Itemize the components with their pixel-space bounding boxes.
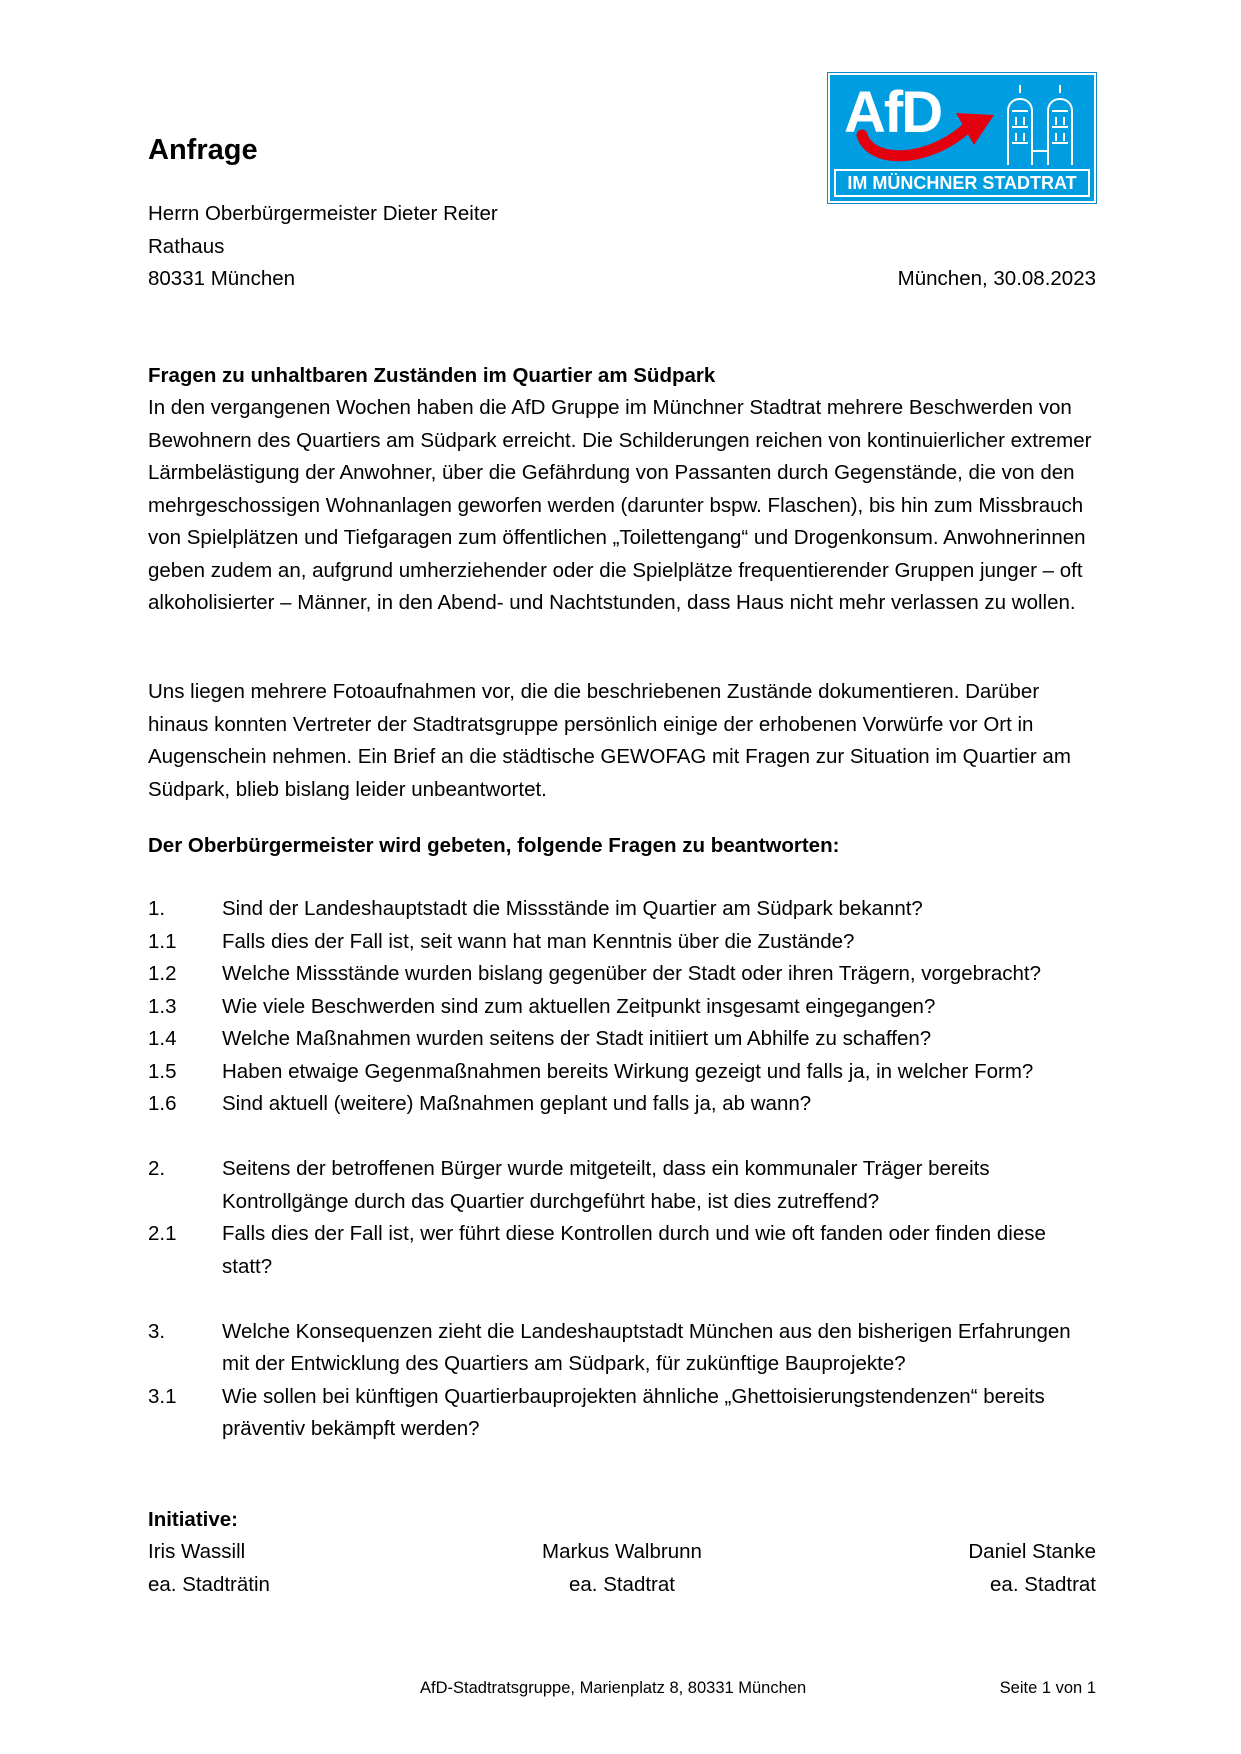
question-item xyxy=(148,958,1098,991)
afd-logo xyxy=(828,73,1096,203)
question-text: Sind aktuell (weitere) Maßnahmen geplant und falls ja, ab wann? xyxy=(222,1092,812,1115)
question-number: 1. xyxy=(148,897,166,920)
question-number: 3. xyxy=(148,1319,166,1343)
question-list xyxy=(148,893,1098,1446)
question-number: 2.1 xyxy=(148,1222,177,1245)
question-number: 1.2 xyxy=(148,962,177,985)
question-number: 2. xyxy=(148,1157,166,1180)
question-text: Welche Maßnahmen wurden seitens der Stadt initiiert um Abhilfe zu schaffen? xyxy=(222,1027,932,1050)
signer-name: Iris Wassill xyxy=(148,1540,246,1563)
spacer xyxy=(148,1283,1098,1316)
question-item xyxy=(148,1023,1098,1056)
question-text: Welche Missstände wurden bislang gegenüber der Stadt oder ihren Trägern, vorgebracht? xyxy=(222,962,1041,985)
body-paragraph: Uns liegen mehrere Fotoaufnahmen vor, die die beschriebenen Zustände dokumentieren. Darüber hinaus konnten Vertreter der Stadtratsgruppe persönlich einige der erhobenen Vorwürfe vor Ort in Augenschein nehmen. Ein Brief an die städtische GEWOFAG mit Fragen zur Situation im Quartier am Südpark, blieb bislang leider unbeantwortet. xyxy=(148,680,1071,801)
signer xyxy=(968,1536,1096,1601)
question-item xyxy=(148,1381,1098,1446)
initiative-heading: Initiative: xyxy=(148,1508,238,1531)
question-item xyxy=(148,1218,1098,1283)
question-text: Seitens der betroffenen Bürger wurde mitgeteilt, dass ein kommunaler Träger bereits Kontrollgänge durch das Quartier durchgeführt habe, ist dies zutreffend? xyxy=(222,1157,990,1213)
question-number: 1.6 xyxy=(148,1092,177,1115)
question-number: 1.1 xyxy=(148,929,177,953)
question-number: 1.5 xyxy=(148,1059,177,1083)
frauenkirche-towers-icon xyxy=(1000,81,1088,167)
signer-row xyxy=(148,1536,1098,1606)
subject-heading: Fragen zu unhaltbaren Zuständen im Quartier am Südpark xyxy=(148,364,716,387)
body-paragraph: In den vergangenen Wochen haben die AfD Gruppe im Münchner Stadtrat mehrere Beschwerden von Bewohnern des Quartiers am Südpark erreicht. Die Schilderungen reichen von kontinuierlicher extremer Lärmbelästigung der Anwohner, über die Gefährdung von Passanten durch Gegenstände, die von den mehrgeschossigen Wohnanlagen geworfen werden (darunter bspw. Flaschen), bis hin zum Missbrauch von Spielplätzen und Tiefgaragen zum öffentlichen „Toilettengang“ und Drogenkonsum. Anwohnerinnen geben zudem an, aufgrund umherziehender oder die Spielplätze frequentierender Gruppen junger – oft alkoholisierter – Männer, in den Abend- und Nachtstunden, dass Haus nicht mehr verlassen zu wollen. xyxy=(148,396,1092,614)
logo-wordmark: AfD xyxy=(844,80,942,145)
question-item xyxy=(148,1056,1098,1089)
question-text: Falls dies der Fall ist, seit wann hat man Kenntnis über die Zustände? xyxy=(222,929,855,953)
question-text: Haben etwaige Gegenmaßnahmen bereits Wirkung gezeigt und falls ja, in welcher Form? xyxy=(222,1059,1034,1083)
signer-name: Markus Walbrunn xyxy=(542,1540,702,1563)
question-item xyxy=(148,1316,1098,1381)
recipient-line: Herrn Oberbürgermeister Dieter Reiter xyxy=(148,202,498,225)
question-item xyxy=(148,1153,1098,1218)
request-heading: Der Oberbürgermeister wird gebeten, folgende Fragen zu beantworten: xyxy=(148,834,840,857)
document-title: Anfrage xyxy=(148,134,258,166)
page-number: Seite 1 von 1 xyxy=(999,1679,1096,1697)
spacer xyxy=(148,1121,1098,1154)
signer xyxy=(148,1536,270,1601)
signer xyxy=(538,1536,706,1601)
recipient-line: 80331 München xyxy=(148,267,296,290)
signer-role: ea. Stadtrat xyxy=(990,1572,1096,1596)
question-number: 1.4 xyxy=(148,1027,177,1050)
question-item xyxy=(148,893,1098,926)
question-item xyxy=(148,991,1098,1024)
recipient-address xyxy=(148,198,498,296)
question-text: Wie viele Beschwerden sind zum aktuellen Zeitpunkt insgesamt eingegangen? xyxy=(222,994,936,1018)
signer-name: Daniel Stanke xyxy=(968,1540,1096,1563)
question-number: 3.1 xyxy=(148,1384,177,1408)
document-date: München, 30.08.2023 xyxy=(897,267,1096,290)
question-item xyxy=(148,926,1098,959)
logo-band xyxy=(834,169,1090,197)
letter-page xyxy=(148,0,1098,1754)
recipient-line: Rathaus xyxy=(148,234,225,258)
question-text: Wie sollen bei künftigen Quartierbauprojekten ähnliche „Ghettoisierungstendenzen“ bereits präventiv bekämpft werden? xyxy=(222,1384,1045,1440)
logo-band-text: IM MÜNCHNER STADTRAT xyxy=(836,171,1088,195)
question-text: Welche Konsequenzen zieht die Landeshauptstadt München aus den bisherigen Erfahrungen mit der Entwicklung des Quartiers am Südpark, für zukünftige Bauprojekte? xyxy=(222,1319,1071,1375)
signer-role: ea. Stadträtin xyxy=(148,1572,270,1596)
signer-role: ea. Stadtrat xyxy=(569,1572,675,1596)
question-number: 1.3 xyxy=(148,994,177,1018)
question-item xyxy=(148,1088,1098,1121)
question-text: Sind der Landeshauptstadt die Missstände im Quartier am Südpark bekannt? xyxy=(222,897,923,920)
footer-address: AfD-Stadtratsgruppe, Marienplatz 8, 80331 München xyxy=(420,1679,807,1697)
question-text: Falls dies der Fall ist, wer führt diese Kontrollen durch und wie oft fanden oder finden diese statt? xyxy=(222,1222,1046,1278)
